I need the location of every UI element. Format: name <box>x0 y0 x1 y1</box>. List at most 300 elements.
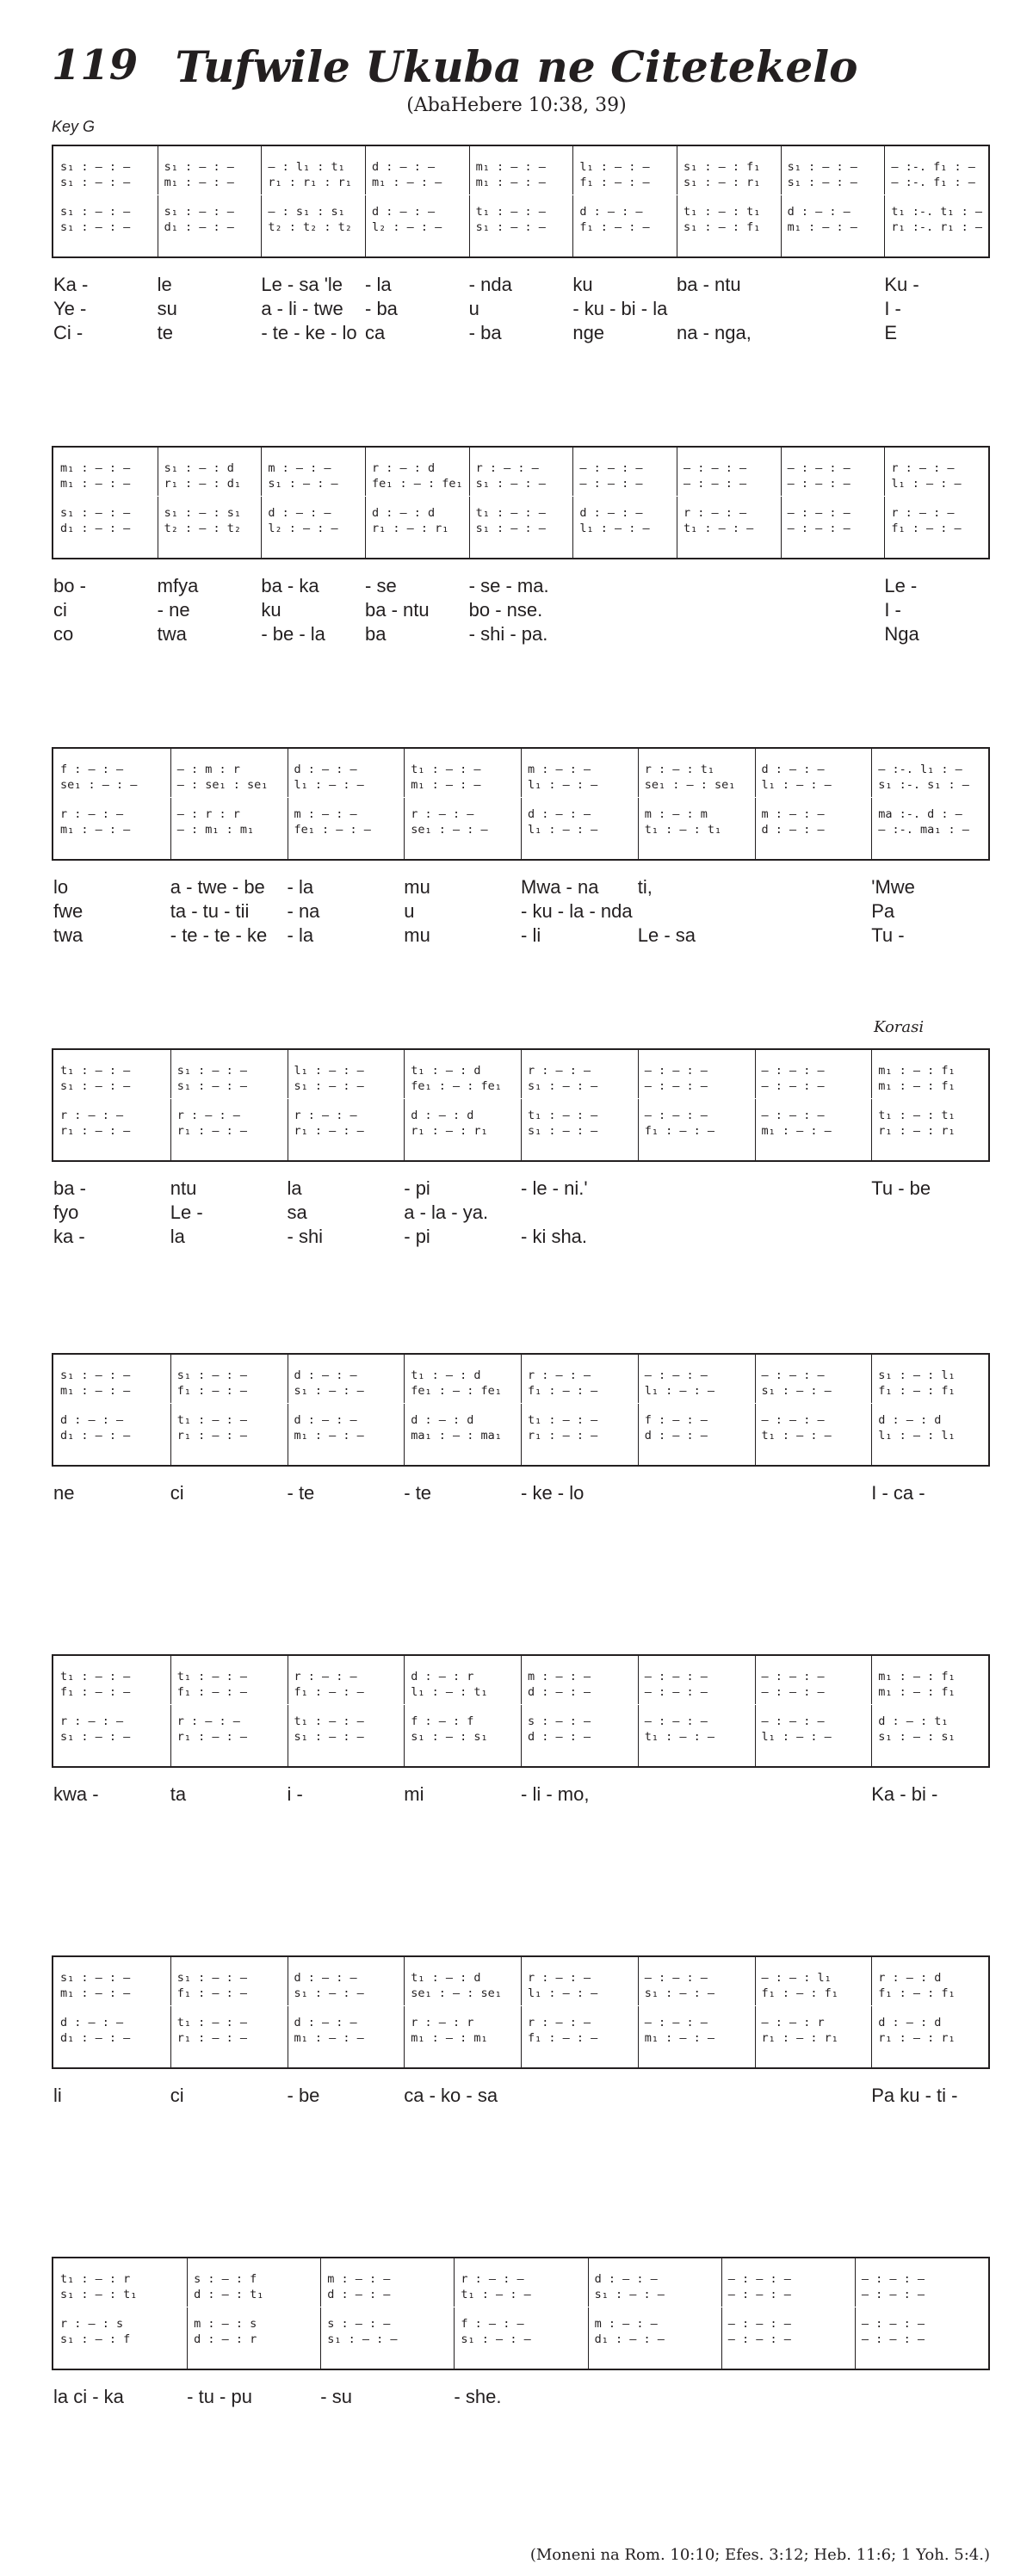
lyric-syllable: u <box>404 900 415 922</box>
solfa-cell: – : – : – <box>761 1714 825 1728</box>
lyric-syllable: - la <box>365 274 392 295</box>
bar-line <box>521 1355 522 1465</box>
lyric-syllable: - ba <box>365 298 398 319</box>
solfa-cell: d : – : – <box>372 160 436 174</box>
staff-box <box>52 1955 990 2069</box>
bar-line <box>320 2258 321 2369</box>
bar-line <box>521 749 522 859</box>
solfa-cell: – : – : l₁ <box>761 1971 832 1985</box>
solfa-cell: d : – : – <box>761 763 825 776</box>
bar-line <box>871 1050 872 1160</box>
lyric-syllable: - shi <box>287 1226 324 1247</box>
solfa-cell: d : – : – <box>528 1730 591 1744</box>
lyric-syllable: - pi <box>404 1177 430 1199</box>
bar-line <box>638 1656 639 1766</box>
bar-line <box>755 749 756 859</box>
solfa-cell: s₁ : – : – <box>60 506 131 520</box>
lyric-syllable: nge <box>572 322 605 343</box>
lyric-syllable: - ki sha. <box>521 1226 588 1247</box>
solfa-cell: f : – : – <box>461 2317 524 2331</box>
solfa-cell: – :-. ma₁ : – <box>878 823 969 837</box>
solfa-cell: s₁ : – : – <box>176 1971 248 1985</box>
bar-line <box>469 146 470 256</box>
solfa-cell: l₂ : – : – <box>372 220 442 234</box>
solfa-cell: – : – : – <box>861 2288 925 2301</box>
bar-line <box>365 146 366 256</box>
solfa-cell: s₁ : – : – <box>787 160 857 174</box>
solfa-cell: l₁ : – : – <box>891 477 962 491</box>
solfa-cell: t₁ : – : – <box>528 1109 598 1122</box>
solfa-cell: r : – : – <box>528 1971 591 1985</box>
solfa-cell: t₁ :-. t₁ : – <box>891 205 982 219</box>
lyric-syllable: bo - <box>53 575 86 596</box>
staff-box <box>52 747 990 861</box>
bar-line <box>521 1957 522 2067</box>
bar-line <box>187 2258 188 2369</box>
lyric-syllable: fwe <box>53 900 84 922</box>
solfa-cell: – : – : – <box>761 1079 825 1093</box>
lyric-syllable: ci <box>170 1482 184 1504</box>
lyric-syllable: - nda <box>468 274 512 295</box>
lyric-syllable: - be <box>287 2085 320 2106</box>
solfa-cell: f₁ : – : – <box>579 220 650 234</box>
lyric-syllable: ta <box>170 1783 187 1805</box>
solfa-cell: s₁ : – : – <box>475 220 546 234</box>
solfa-cell: d : – : d <box>411 1413 474 1427</box>
solfa-cell: l₂ : – : – <box>268 522 338 535</box>
solfa-cell: m₁ : – : – <box>294 2031 364 2045</box>
solfa-cell: – : – : – <box>787 522 851 535</box>
solfa-cell: s₁ : – : t₁ <box>60 2288 138 2301</box>
bar-line <box>871 1957 872 2067</box>
solfa-cell: m : – : – <box>294 807 357 821</box>
lyric-syllable: ba - ntu <box>677 274 741 295</box>
lyric-syllable: Le - <box>170 1202 203 1223</box>
solfa-cell: m : – : – <box>528 1670 591 1683</box>
solfa-cell: – : – : – <box>861 2272 925 2286</box>
solfa-cell: d₁ : – : – <box>60 522 131 535</box>
lyric-syllable: mu <box>404 924 430 946</box>
solfa-cell: m₁ : – : f₁ <box>878 1064 956 1078</box>
system-divider <box>53 1098 988 1099</box>
solfa-cell: d : – : – <box>327 2288 391 2301</box>
solfa-cell: t₁ : – : – <box>60 1670 131 1683</box>
lyric-syllable: Ye - <box>53 298 87 319</box>
solfa-cell: – : – : – <box>579 461 643 475</box>
solfa-cell: r : – : – <box>60 1714 124 1728</box>
staff-box <box>52 446 990 559</box>
solfa-cell: d : – : d <box>372 506 436 520</box>
bar-line <box>454 2258 455 2369</box>
solfa-cell: – : – : – <box>727 2317 791 2331</box>
solfa-cell: m : – : – <box>327 2272 391 2286</box>
solfa-cell: se₁ : – : se₁ <box>411 1986 502 2000</box>
bar-line <box>261 448 262 558</box>
solfa-cell: m₁ : – : – <box>294 1429 364 1442</box>
solfa-cell: f₁ : – : f₁ <box>761 1986 838 2000</box>
solfa-cell: t₁ : – : – <box>461 2288 531 2301</box>
solfa-cell: d : – : r <box>194 2332 257 2346</box>
solfa-cell: f₁ : – : – <box>60 1685 131 1699</box>
solfa-cell: f₁ : – : – <box>294 1685 364 1699</box>
lyric-syllable: ca <box>365 322 386 343</box>
lyric-syllable: Le - <box>884 575 918 596</box>
solfa-cell: s₁ : – : – <box>60 1079 131 1093</box>
solfa-cell: fe₁ : – : fe₁ <box>372 477 463 491</box>
solfa-cell: – : – : – <box>787 506 851 520</box>
solfa-cell: l₁ : – : – <box>761 778 832 792</box>
solfa-cell: s₁ : – : – <box>60 1730 131 1744</box>
solfa-cell: d : – : – <box>594 2272 658 2286</box>
bar-line <box>638 1050 639 1160</box>
solfa-cell: r : – : – <box>294 1109 357 1122</box>
lyric-syllable: ti, <box>637 876 653 898</box>
solfa-cell: r : – : – <box>461 2272 524 2286</box>
solfa-cell: s₁ : – : – <box>60 176 131 189</box>
bar-line <box>871 1355 872 1465</box>
bar-line <box>755 1957 756 2067</box>
solfa-cell: s₁ : – : – <box>594 2288 665 2301</box>
solfa-cell: r₁ : – : – <box>60 1124 131 1138</box>
solfa-cell: m₁ : – : – <box>475 176 546 189</box>
solfa-cell: r₁ : – : r₁ <box>411 1124 488 1138</box>
solfa-cell: l₁ : – : – <box>579 160 650 174</box>
lyric-syllable: twa <box>53 924 84 946</box>
solfa-cell: r : – : – <box>60 807 124 821</box>
solfa-cell: fe₁ : – : fe₁ <box>411 1384 502 1398</box>
lyric-syllable: ba - ka <box>261 575 319 596</box>
solfa-cell: – : r : r <box>176 807 240 821</box>
lyric-syllable: Ci - <box>53 322 84 343</box>
solfa-cell: l₁ : – : – <box>528 823 598 837</box>
lyric-syllable: ntu <box>170 1177 197 1199</box>
solfa-cell: t₁ : – : – <box>761 1429 832 1442</box>
bar-line <box>572 146 573 256</box>
solfa-cell: s₁ : – : l₁ <box>878 1368 956 1382</box>
solfa-cell: s : – : – <box>327 2317 391 2331</box>
bar-line <box>755 1355 756 1465</box>
staff-box <box>52 145 990 258</box>
lyric-syllable: ci <box>170 2085 184 2106</box>
bar-line <box>404 1957 405 2067</box>
bar-line <box>871 749 872 859</box>
lyric-syllable: fyo <box>53 1202 79 1223</box>
system-divider <box>53 2005 988 2006</box>
lyric-syllable: a - la - ya. <box>404 1202 489 1223</box>
solfa-cell: fe₁ : – : – <box>294 823 371 837</box>
hymn-number: 119 <box>52 41 139 90</box>
solfa-cell: l₁ : – : – <box>761 1730 832 1744</box>
lyric-syllable: twa <box>157 623 187 645</box>
solfa-cell: r₁ : – : r₁ <box>878 1124 956 1138</box>
solfa-cell: s₁ : – : – <box>294 1079 364 1093</box>
solfa-cell: s₁ : – : – <box>294 1986 364 2000</box>
solfa-cell: t₁ : – : – <box>176 1413 248 1427</box>
solfa-cell: d : – : – <box>268 506 331 520</box>
solfa-cell: – : – : – <box>787 477 851 491</box>
solfa-cell: d : – : – <box>294 2016 357 2029</box>
lyric-syllable: Mwa - na <box>521 876 599 898</box>
solfa-cell: s₁ : – : r₁ <box>684 176 761 189</box>
bar-line <box>781 448 782 558</box>
solfa-cell: t₁ : – : – <box>294 1714 364 1728</box>
solfa-cell: t₁ : – : – <box>176 2016 248 2029</box>
bar-line <box>572 448 573 558</box>
solfa-cell: – : – : – <box>644 2016 708 2029</box>
lyric-syllable: - pi <box>404 1226 430 1247</box>
lyric-syllable: ba <box>365 623 387 645</box>
bar-line <box>404 1355 405 1465</box>
solfa-cell: – : – : – <box>761 1064 825 1078</box>
lyric-syllable: na - nga, <box>677 322 752 343</box>
solfa-cell: s₁ : – : – <box>268 477 338 491</box>
solfa-cell: – : se₁ : se₁ <box>176 778 269 792</box>
solfa-cell: s₁ : – : – <box>60 1971 131 1985</box>
bar-line <box>588 2258 589 2369</box>
solfa-cell: r₁ : – : – <box>176 2031 248 2045</box>
solfa-cell: t₁ : – : t₁ <box>878 1109 956 1122</box>
solfa-cell: – : – : – <box>727 2332 791 2346</box>
bar-line <box>521 1656 522 1766</box>
lyric-syllable: I - <box>884 298 901 319</box>
lyric-syllable: ci <box>53 599 67 621</box>
lyric-syllable: - la <box>287 924 314 946</box>
solfa-cell: t₁ : – : – <box>644 1730 715 1744</box>
solfa-cell: m₁ : – : f₁ <box>878 1670 956 1683</box>
solfa-cell: d₁ : – : – <box>164 220 234 234</box>
solfa-cell: r₁ : – : – <box>294 1124 364 1138</box>
solfa-cell: r₁ : – : – <box>528 1429 598 1442</box>
lyric-syllable: ca - ko - sa <box>404 2085 498 2106</box>
bar-line <box>638 749 639 859</box>
bar-line <box>638 1355 639 1465</box>
solfa-cell: m : – : – <box>761 807 825 821</box>
solfa-cell: – :-. l₁ : – <box>878 763 962 776</box>
solfa-cell: f₁ : – : f₁ <box>878 1384 956 1398</box>
lyric-syllable: Ka - bi - <box>871 1783 938 1805</box>
solfa-cell: m₁ : – : – <box>787 220 857 234</box>
solfa-cell: – : – : – <box>644 1971 708 1985</box>
solfa-cell: f₁ : – : – <box>644 1124 715 1138</box>
solfa-cell: l₁ : – : – <box>579 522 650 535</box>
solfa-cell: – :-. f₁ : – <box>891 160 975 174</box>
lyric-syllable: - li <box>521 924 541 946</box>
lyric-syllable: Le - sa <box>637 924 696 946</box>
solfa-cell: t₁ : – : r <box>60 2272 131 2286</box>
solfa-cell: t₁ : – : – <box>60 1064 131 1078</box>
scripture-reference: (AbaHebere 10:38, 39) <box>406 95 627 116</box>
solfa-cell: s₁ : – : – <box>294 1384 364 1398</box>
solfa-cell: d : – : – <box>60 1413 124 1427</box>
lyric-syllable: Tu - <box>871 924 905 946</box>
solfa-cell: r : – : – <box>528 1368 591 1382</box>
solfa-cell: f : – : f <box>411 1714 474 1728</box>
solfa-cell: l₁ : – : – <box>528 1986 598 2000</box>
solfa-cell: m₁ : – : – <box>411 778 481 792</box>
system-divider <box>53 496 988 497</box>
solfa-cell: m₁ : – : f₁ <box>878 1079 956 1093</box>
bar-line <box>884 146 885 256</box>
solfa-cell: l₁ : – : l₁ <box>878 1429 956 1442</box>
solfa-cell: r : – : – <box>176 1109 240 1122</box>
bar-line <box>469 448 470 558</box>
bar-line <box>638 1957 639 2067</box>
solfa-cell: m₁ : – : – <box>60 461 131 475</box>
bar-line <box>170 1957 171 2067</box>
lyric-syllable: te <box>157 322 174 343</box>
lyric-syllable: - na <box>287 900 320 922</box>
bar-line <box>170 1656 171 1766</box>
lyric-syllable: - ku - la - nda <box>521 900 633 922</box>
solfa-cell: se₁ : – : – <box>411 823 488 837</box>
solfa-cell: s₁ : – : – <box>164 160 234 174</box>
lyric-syllable: bo - nse. <box>468 599 543 621</box>
lyric-syllable: ku <box>261 599 281 621</box>
solfa-cell: s₁ : – : – <box>475 522 546 535</box>
bar-line <box>755 1050 756 1160</box>
solfa-cell: r : – : – <box>176 1714 240 1728</box>
solfa-cell: s₁ : – : d <box>164 461 234 475</box>
solfa-cell: t₁ : – : – <box>475 506 546 520</box>
solfa-cell: – : – : – <box>861 2332 925 2346</box>
bar-line <box>781 146 782 256</box>
lyric-syllable: - ku - bi - la <box>572 298 668 319</box>
solfa-cell: s₁ : – : f₁ <box>684 220 761 234</box>
solfa-cell: d₁ : – : – <box>60 2031 131 2045</box>
lyric-syllable: I - ca - <box>871 1482 925 1504</box>
lyric-syllable: mu <box>404 876 430 898</box>
solfa-cell: r : – : – <box>891 506 955 520</box>
lyric-syllable: Ku - <box>884 274 919 295</box>
solfa-cell: m₁ : – : – <box>60 823 131 837</box>
bar-line <box>871 1656 872 1766</box>
solfa-cell: d : – : – <box>294 1368 357 1382</box>
solfa-cell: t₁ : – : d <box>411 1971 481 1985</box>
solfa-cell: s₁ : – : – <box>461 2332 531 2346</box>
solfa-cell: m₁ : – : – <box>761 1124 832 1138</box>
lyric-syllable: E <box>884 322 898 343</box>
solfa-cell: – : – : – <box>727 2288 791 2301</box>
solfa-cell: s₁ : – : – <box>60 205 131 219</box>
solfa-cell: m : – : s <box>194 2317 257 2331</box>
lyric-syllable: - tu - pu <box>187 2386 252 2407</box>
footnote: (Moneni na Rom. 10:10; Efes. 3:12; Heb. 11:6; 1 Yoh. 5:4.) <box>529 2546 990 2564</box>
solfa-cell: f₁ : – : f₁ <box>878 1986 956 2000</box>
solfa-cell: m₁ : – : – <box>164 176 234 189</box>
solfa-cell: – : – : – <box>644 1079 708 1093</box>
solfa-cell: d : – : – <box>579 506 643 520</box>
solfa-cell: s₁ : – : – <box>294 1730 364 1744</box>
lyric-syllable: - su <box>320 2386 352 2407</box>
solfa-cell: t₁ : – : d <box>411 1064 481 1078</box>
lyric-syllable: Ka - <box>53 274 89 295</box>
solfa-cell: d₁ : – : – <box>60 1429 131 1442</box>
solfa-cell: t₁ : – : t₁ <box>684 205 761 219</box>
solfa-cell: l₁ : – : – <box>644 1384 715 1398</box>
solfa-cell: – : s₁ : s₁ <box>268 205 345 219</box>
solfa-cell: – : – : – <box>684 461 747 475</box>
solfa-cell: s₁ : – : – <box>176 1079 248 1093</box>
lyric-syllable: - te <box>404 1482 432 1504</box>
solfa-cell: s₁ : – : f <box>60 2332 131 2346</box>
solfa-cell: m₁ : – : – <box>60 1384 131 1398</box>
lyric-syllable: ta - tu - tii <box>170 900 250 922</box>
lyric-syllable: - be - la <box>261 623 325 645</box>
solfa-cell: f₁ : – : – <box>528 2031 598 2045</box>
solfa-cell: r : – : – <box>528 1064 591 1078</box>
lyric-syllable: la ci - ka <box>53 2386 124 2407</box>
solfa-cell: d : – : – <box>787 205 851 219</box>
lyric-syllable: - ke - lo <box>521 1482 585 1504</box>
solfa-cell: – : m₁ : m₁ <box>176 823 255 837</box>
solfa-cell: t₁ : – : – <box>176 1670 248 1683</box>
solfa-cell: s₁ : – : – <box>787 176 857 189</box>
solfa-cell: s₁ : – : – <box>176 1064 248 1078</box>
lyric-syllable: I - <box>884 599 901 621</box>
solfa-cell: – : – : – <box>861 2317 925 2331</box>
solfa-cell: f₁ : – : – <box>528 1384 598 1398</box>
solfa-cell: d : – : – <box>644 1429 708 1442</box>
solfa-cell: m₁ : – : f₁ <box>878 1685 956 1699</box>
solfa-cell: r : – : – <box>475 461 539 475</box>
bar-line <box>261 146 262 256</box>
lyric-syllable: la <box>170 1226 185 1247</box>
lyric-syllable: lo <box>53 876 69 898</box>
solfa-cell: s₁ : – : s₁ <box>411 1730 488 1744</box>
solfa-cell: – : – : – <box>644 1685 708 1699</box>
solfa-cell: d : – : – <box>579 205 643 219</box>
solfa-cell: d : – : – <box>528 807 591 821</box>
solfa-cell: s₁ : – : – <box>176 1368 248 1382</box>
lyric-syllable: - ba <box>468 322 502 343</box>
solfa-cell: s₁ : – : s₁ <box>164 506 242 520</box>
solfa-cell: – : – : – <box>579 477 643 491</box>
solfa-cell: ma₁ : – : ma₁ <box>411 1429 502 1442</box>
solfa-cell: r : – : r <box>411 2016 474 2029</box>
bar-line <box>404 1050 405 1160</box>
solfa-cell: d : – : d <box>878 2016 942 2029</box>
solfa-cell: t₁ : – : – <box>684 522 754 535</box>
solfa-cell: – : – : – <box>761 1413 825 1427</box>
solfa-cell: t₁ : – : – <box>411 763 481 776</box>
solfa-cell: t₂ : t₂ : t₂ <box>268 220 352 234</box>
lyric-syllable: - se - ma. <box>468 575 549 596</box>
lyric-syllable: i - <box>287 1783 303 1805</box>
solfa-cell: – :-. f₁ : – <box>891 176 975 189</box>
lyric-syllable: sa <box>287 1202 307 1223</box>
solfa-cell: r : – : t₁ <box>644 763 715 776</box>
lyric-syllable: ne <box>53 1482 75 1504</box>
solfa-cell: – : m : r <box>176 763 240 776</box>
solfa-cell: s₁ : – : s₁ <box>878 1730 956 1744</box>
lyric-syllable: Pa <box>871 900 895 922</box>
solfa-cell: t₁ : – : – <box>528 1413 598 1427</box>
solfa-cell: d : – : – <box>294 1971 357 1985</box>
system-divider <box>53 1704 988 1705</box>
solfa-cell: s₁ : – : – <box>60 1368 131 1382</box>
key-signature: Key G <box>52 118 96 135</box>
solfa-cell: se₁ : – : se₁ <box>644 778 736 792</box>
lyric-syllable: 'Mwe <box>871 876 915 898</box>
bar-line <box>755 1656 756 1766</box>
lyric-syllable: - te - ke - lo <box>261 322 357 343</box>
solfa-cell: r₁ :-. r₁ : – <box>891 220 982 234</box>
solfa-cell: t₁ : – : d <box>411 1368 481 1382</box>
lyric-syllable: li <box>53 2085 62 2106</box>
bar-line <box>721 2258 722 2369</box>
solfa-cell: f₁ : – : – <box>176 1986 248 2000</box>
bar-line <box>404 749 405 859</box>
